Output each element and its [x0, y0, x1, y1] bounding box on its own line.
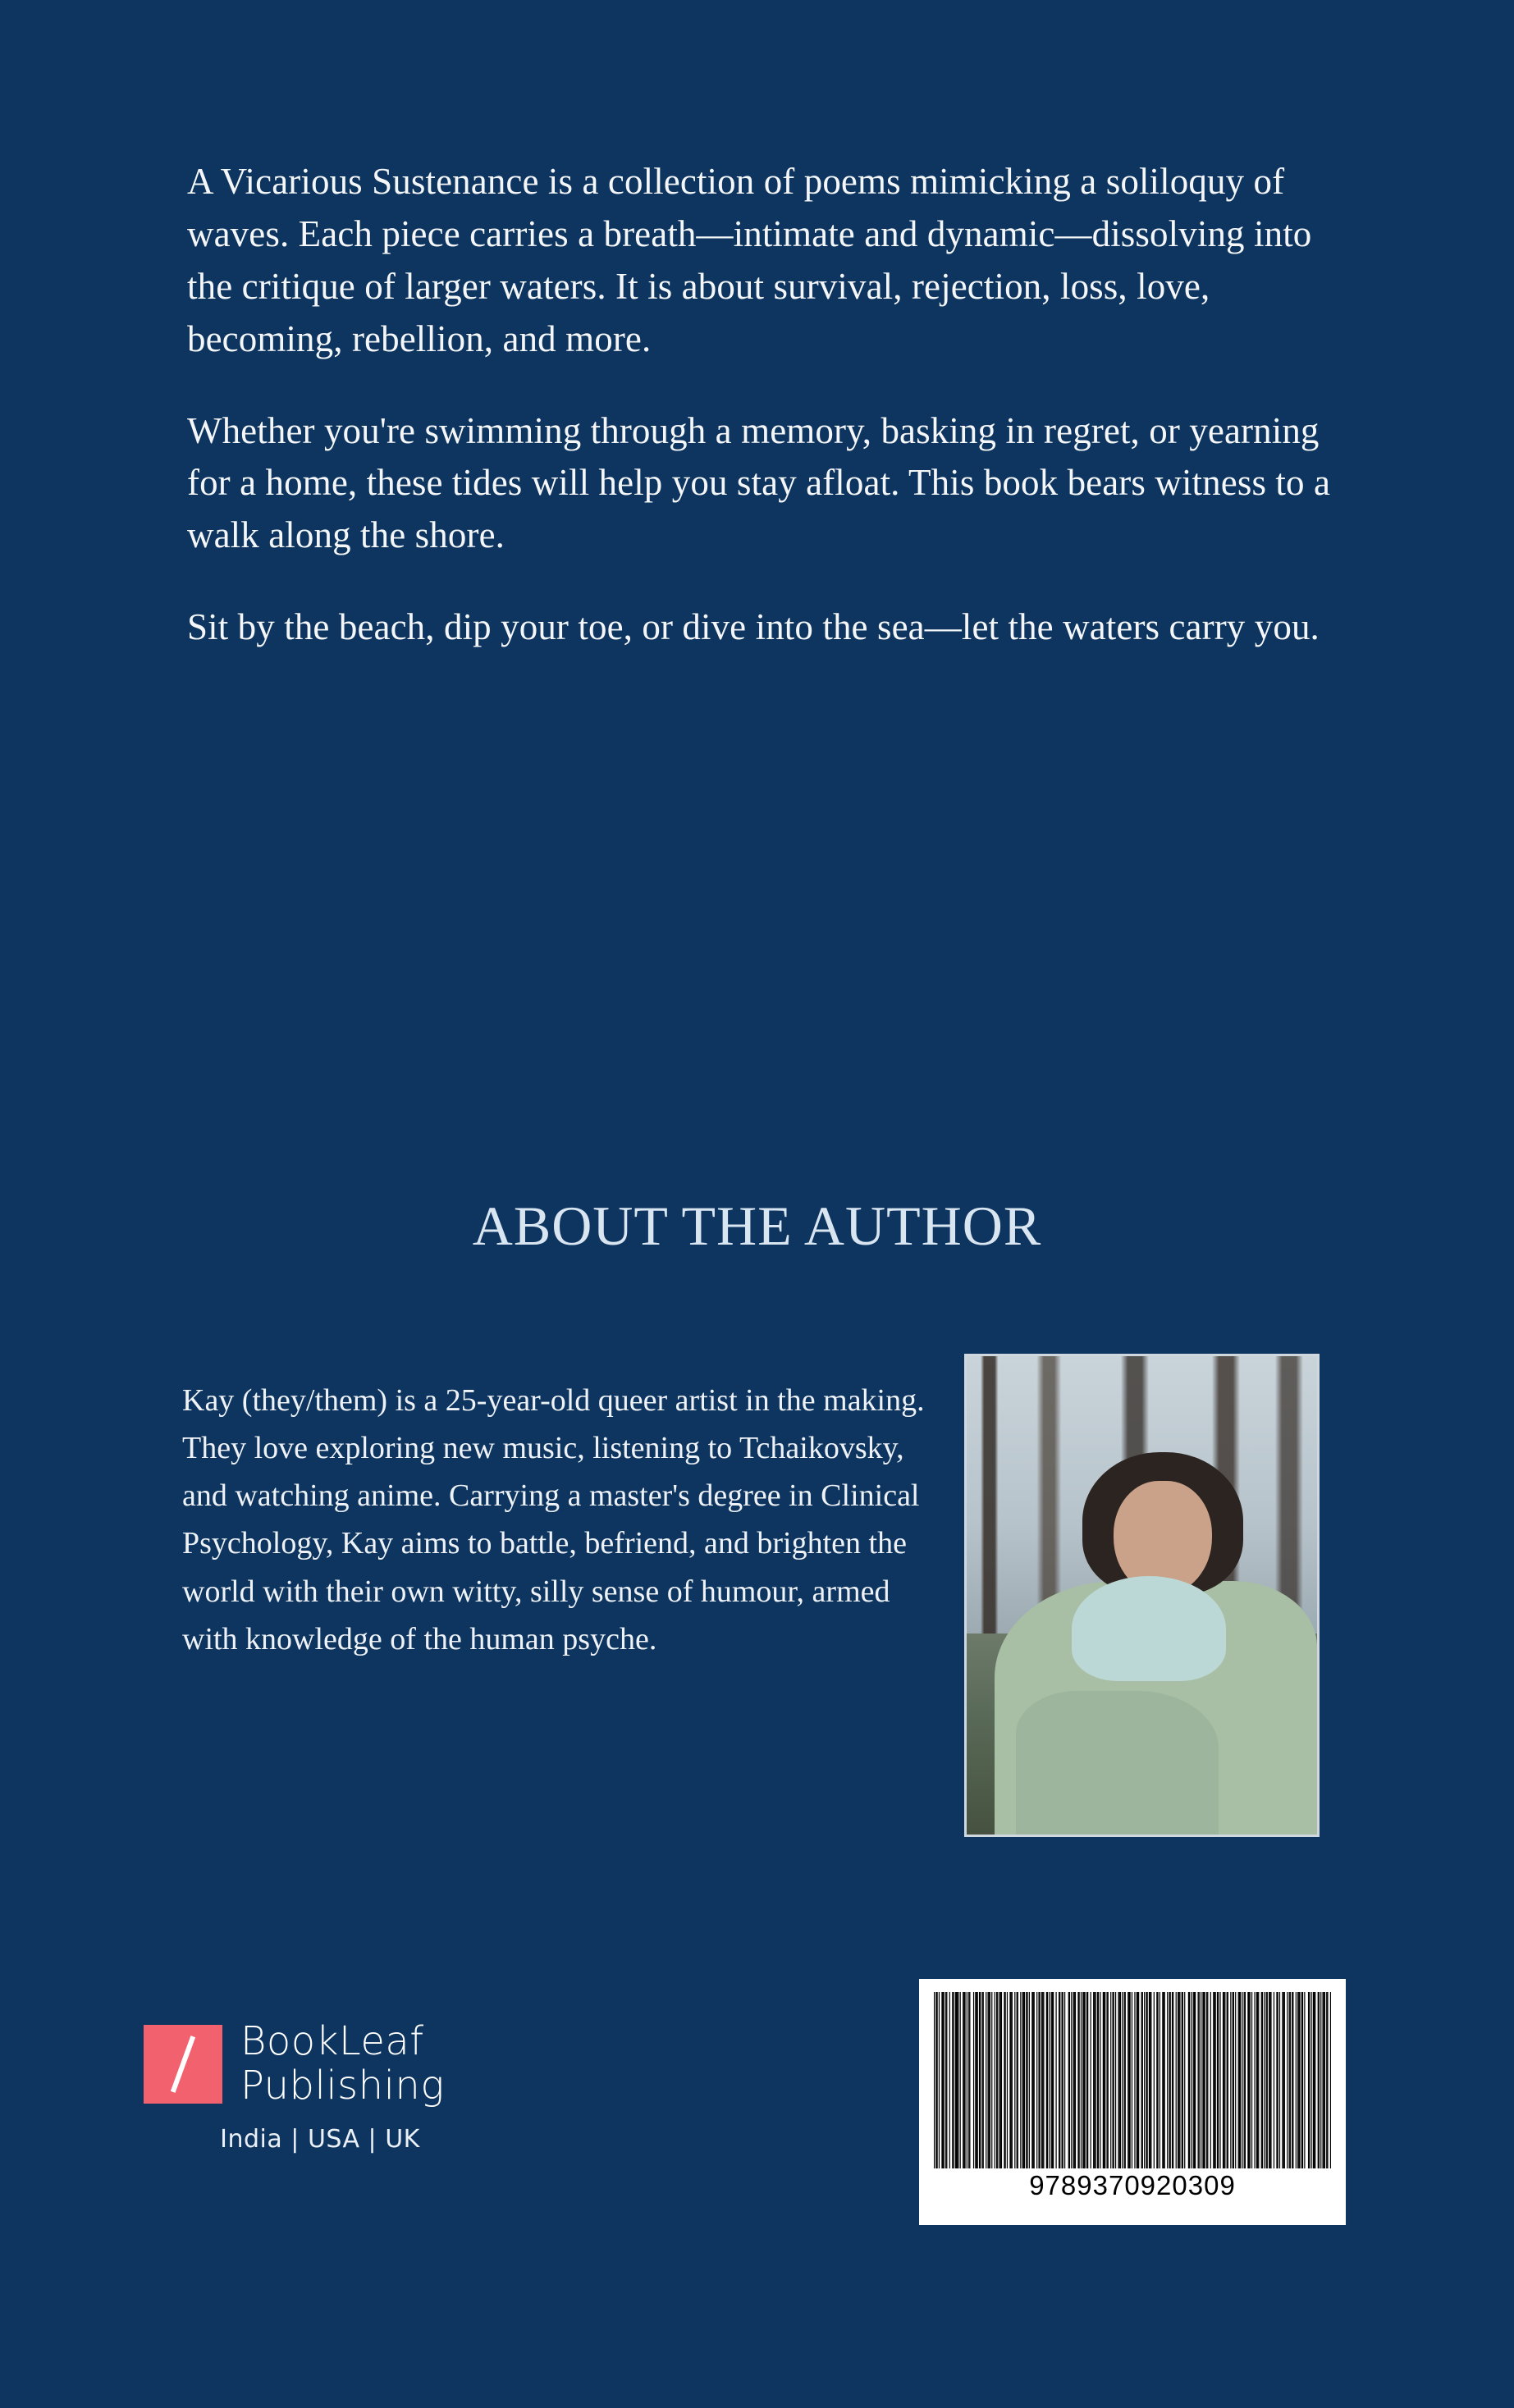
bookleaf-logo-icon: [144, 2025, 222, 2104]
publisher-name-line1: BookLeaf: [240, 2018, 424, 2064]
author-bio: Kay (they/them) is a 25-year-old queer artist in the making. They love exploring new music, listening to Tchaikovsky, and watching anime. Carrying a master's degree in Clinical Psychology, Kay aims to battle, befriend, and brighten the world with their own witty, silly sense of humour, armed with knowledge of the human psyche.: [182, 1383, 925, 1656]
about-the-author-heading: ABOUT THE AUTHOR: [472, 1195, 1042, 1257]
photo-person-hood: [1072, 1576, 1226, 1681]
book-description: [187, 156, 1336, 654]
photo-person-arm: [1016, 1691, 1219, 1835]
slash-icon: [171, 2036, 195, 2093]
description-paragraph-1: A Vicarious Sustenance is a collection of poems mimicking a soliloquy of waves. Each piece carries a breath—intimate and dynamic—dissolving into the critique of larger waters. It is about survival, rejection, loss, love, becoming, rebellion, and more.: [187, 161, 1312, 359]
description-paragraph-3: Sit by the beach, dip your toe, or dive into the sea—let the waters carry you.: [187, 606, 1320, 648]
barcode-block: [919, 1979, 1346, 2225]
publisher-name-line2: Publishing: [240, 2062, 445, 2109]
publisher-logo-block: [144, 2020, 570, 2154]
publisher-name: [240, 2020, 445, 2109]
author-section: [182, 1354, 1331, 1862]
author-photo: [964, 1354, 1320, 1837]
publisher-countries: India | USA | UK: [220, 2124, 420, 2154]
barcode-image: [934, 1992, 1331, 2168]
publisher-logo-row: [144, 2020, 570, 2109]
isbn-number: 9789370920309: [1029, 2170, 1236, 2200]
description-paragraph-2: Whether you're swimming through a memory, basking in regret, or yearning for a home, these tides will help you stay afloat. This book bears witness to a walk along the shore.: [187, 409, 1331, 556]
